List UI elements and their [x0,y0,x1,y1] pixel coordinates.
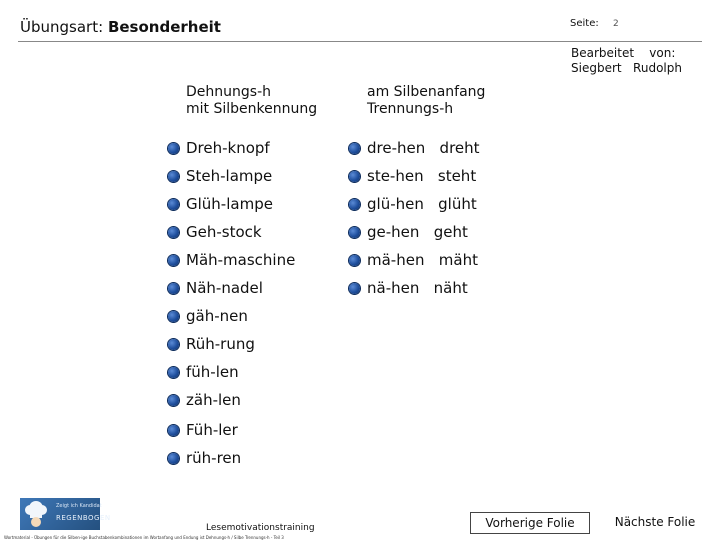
right-heading-line-1: am Silbenanfang [367,84,486,100]
bullet-icon [168,311,179,322]
list-item: rüh-ren [186,449,242,467]
list-item: Glüh-lampe [186,195,273,213]
logo-text: Zeigt ich Kandidat [56,503,102,509]
author-first-name: Siegbert [571,61,622,75]
logo-text: REGENBOGEN [56,514,111,522]
bullet-icon [168,255,179,266]
bullet-icon [168,283,179,294]
right-column-heading [367,84,485,118]
footer-title: Lesemotivationstraining [206,523,315,533]
list-item: ge-hen geht [367,223,468,241]
bullet-icon [349,255,360,266]
exercise-type [20,18,221,36]
bullet-icon [168,227,179,238]
left-column-heading [186,84,317,118]
bullet-icon [349,227,360,238]
bullet-icon [168,367,179,378]
bullet-icon [168,199,179,210]
list-item: ste-hen steht [367,167,477,185]
list-item: Dreh-knopf [186,139,270,157]
exercise-type-label: Übungsart: [20,18,104,36]
footer-caption: Wortmaterial - Übungen für die Silben-ige Buchstabenkombinationen im Wortanfang und Endung ist Dehnungs-h / Silbe Trennungs-h - Teil 3 [4,535,284,540]
left-heading-line-2: mit Silbenkennung [186,101,318,117]
list-item: Rüh-rung [186,335,255,353]
chef-icon [20,498,52,530]
bullet-icon [349,283,360,294]
by-label: von: [649,46,676,60]
page-label: Seite: [570,18,599,29]
author-block [571,46,682,76]
list-item: dre-hen dreht [367,139,480,157]
list-item: Näh-nadel [186,279,263,297]
previous-slide-button[interactable]: Vorherige Folie [470,512,590,534]
list-item: füh-len [186,363,239,381]
list-item: zäh-len [186,391,241,409]
header-divider [18,41,702,42]
left-heading-line-1: Dehnungs-h [186,84,271,100]
edited-label: Bearbeitet [571,46,635,60]
list-item: Mäh-maschine [186,251,296,269]
bullet-icon [168,395,179,406]
bullet-icon [168,425,179,436]
bullet-icon [349,199,360,210]
list-item: glü-hen glüht [367,195,477,213]
list-item: Geh-stock [186,223,262,241]
bullet-icon [168,143,179,154]
exercise-type-value: Besonderheit [107,18,221,36]
list-item: mä-hen mäht [367,251,478,269]
list-item: gäh-nen [186,307,248,325]
bullet-icon [168,453,179,464]
right-heading-line-2: Trennungs-h [367,101,454,117]
bullet-icon [168,339,179,350]
list-item: Steh-lampe [186,167,273,185]
bullet-icon [349,171,360,182]
page-number: 2 [613,19,619,29]
bullet-icon [349,143,360,154]
list-item: Füh-ler [186,421,238,439]
next-slide-button[interactable]: Nächste Folie [614,515,696,529]
author-last-name: Rudolph [633,61,682,75]
list-item: nä-hen näht [367,279,468,297]
bullet-icon [168,171,179,182]
